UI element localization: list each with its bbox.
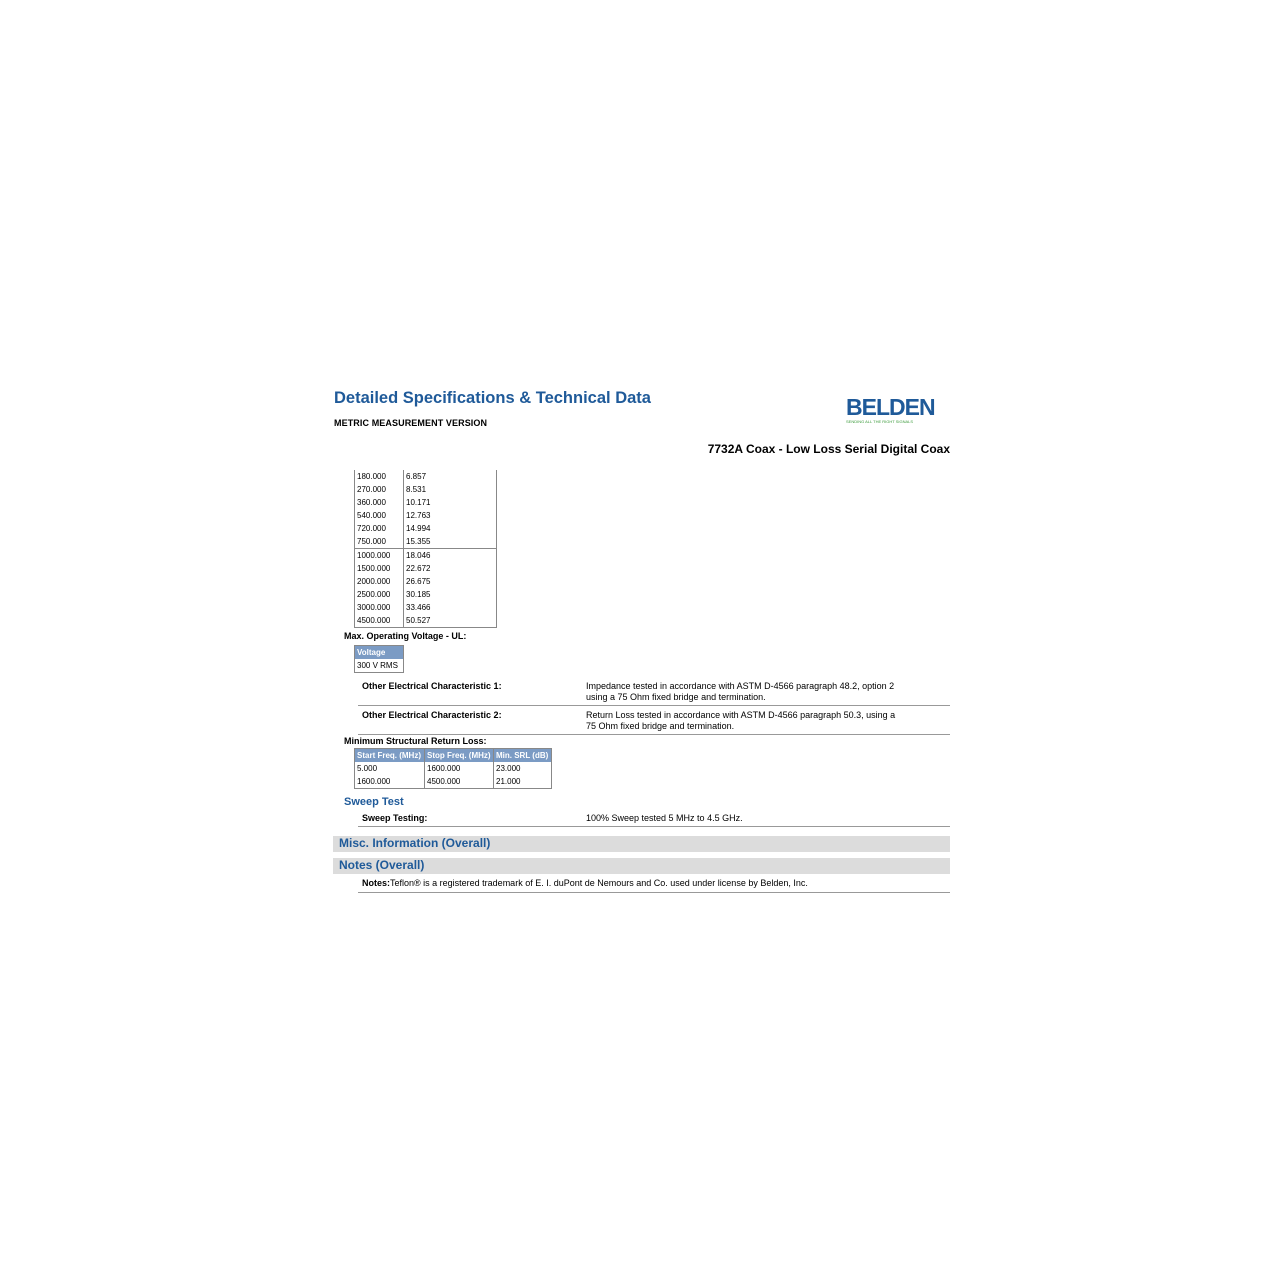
table-cell: 8.531 [406,485,427,494]
sweep-label: Sweep Testing: [362,813,428,823]
table-cell: 23.000 [494,762,552,775]
other1-line2: using a 75 Ohm fixed bridge and termination. [586,692,766,702]
sweep-value: 100% Sweep tested 5 MHz to 4.5 GHz. [586,813,743,823]
other2-label: Other Electrical Characteristic 2: [362,710,502,720]
table-row [355,496,497,509]
table-cell: 6.857 [406,472,427,481]
table-cell: 22.672 [406,564,431,573]
page-subtitle: METRIC MEASUREMENT VERSION [334,418,488,428]
attenuation-table [354,470,497,628]
table-cell: 26.675 [406,577,431,586]
table-row [355,470,497,483]
notes-value: Teflon® is a registered trademark of E. I. duPont de Nemours and Co. used under license by Belden, Inc. [390,878,808,888]
table-row [355,549,497,563]
table-row [355,535,497,549]
other1-label: Other Electrical Characteristic 1: [362,681,502,691]
table-row [355,614,497,628]
table-row [355,588,497,601]
logo-tagline: SENDING ALL THE RIGHT SIGNALS [846,419,914,424]
table-cell: 21.000 [494,775,552,789]
other2-line1: Return Loss tested in accordance with ASTM D-4566 paragraph 50.3, using a [586,710,896,720]
table-cell: 15.355 [406,537,431,546]
table-cell: 180.000 [355,470,404,483]
table-cell: 270.000 [355,483,404,496]
table-cell: 3000.000 [355,601,404,614]
table-row [355,509,497,522]
notes-heading: Notes (Overall) [339,858,425,872]
table-row [355,575,497,588]
table-row [355,762,552,775]
other1-line1: Impedance tested in accordance with ASTM D-4566 paragraph 48.2, option 2 [586,681,895,691]
table-cell: 5.000 [355,762,425,775]
other2-line2: 75 Ohm fixed bridge and termination. [586,721,735,731]
table-row [355,483,497,496]
logo-text: BELDEN [846,394,935,420]
table-row [355,562,497,575]
notes-label: Notes: [362,878,391,888]
table-cell: 360.000 [355,496,404,509]
voltage-header: Voltage [355,646,404,660]
table-cell: 1600.000 [425,762,494,775]
table-cell: 1500.000 [355,562,404,575]
divider [358,892,950,893]
sweep-heading: Sweep Test [344,796,404,808]
srl-header-stop: Stop Freq. (MHz) [425,749,494,763]
voltage-value: 300 V RMS [357,661,398,670]
table-cell: 1600.000 [355,775,425,789]
table-cell: 750.000 [355,535,404,549]
table-cell: 33.466 [406,603,431,612]
table-cell: 2500.000 [355,588,404,601]
divider [358,705,950,706]
misc-heading: Misc. Information (Overall) [339,836,491,850]
srl-table [354,748,552,789]
table-cell: 1000.000 [355,549,404,563]
table-cell: 4500.000 [355,614,404,628]
table-cell: 50.527 [406,616,431,625]
table-cell: 2000.000 [355,575,404,588]
table-cell: 14.994 [406,524,431,533]
voltage-label: Max. Operating Voltage - UL: [344,631,467,641]
table-cell: 18.046 [404,549,497,563]
table-row [355,601,497,614]
belden-logo [846,395,938,425]
table-cell: 12.763 [406,511,431,520]
table-cell: 30.185 [406,590,431,599]
product-name: 7732A Coax - Low Loss Serial Digital Coax [707,442,950,456]
page-title: Detailed Specifications & Technical Data [334,389,651,407]
notes-section-bar [333,858,950,874]
table-row [355,522,497,535]
divider [358,826,950,827]
srl-label: Minimum Structural Return Loss: [344,736,487,746]
table-cell: 4500.000 [425,775,494,789]
divider [358,734,950,735]
table-cell: 10.171 [406,498,431,507]
srl-header-start: Start Freq. (MHz) [355,749,425,763]
table-row [355,775,552,789]
srl-header-min: Min. SRL (dB) [494,749,552,763]
voltage-table [354,645,404,673]
table-cell: 540.000 [355,509,404,522]
table-cell: 720.000 [355,522,404,535]
